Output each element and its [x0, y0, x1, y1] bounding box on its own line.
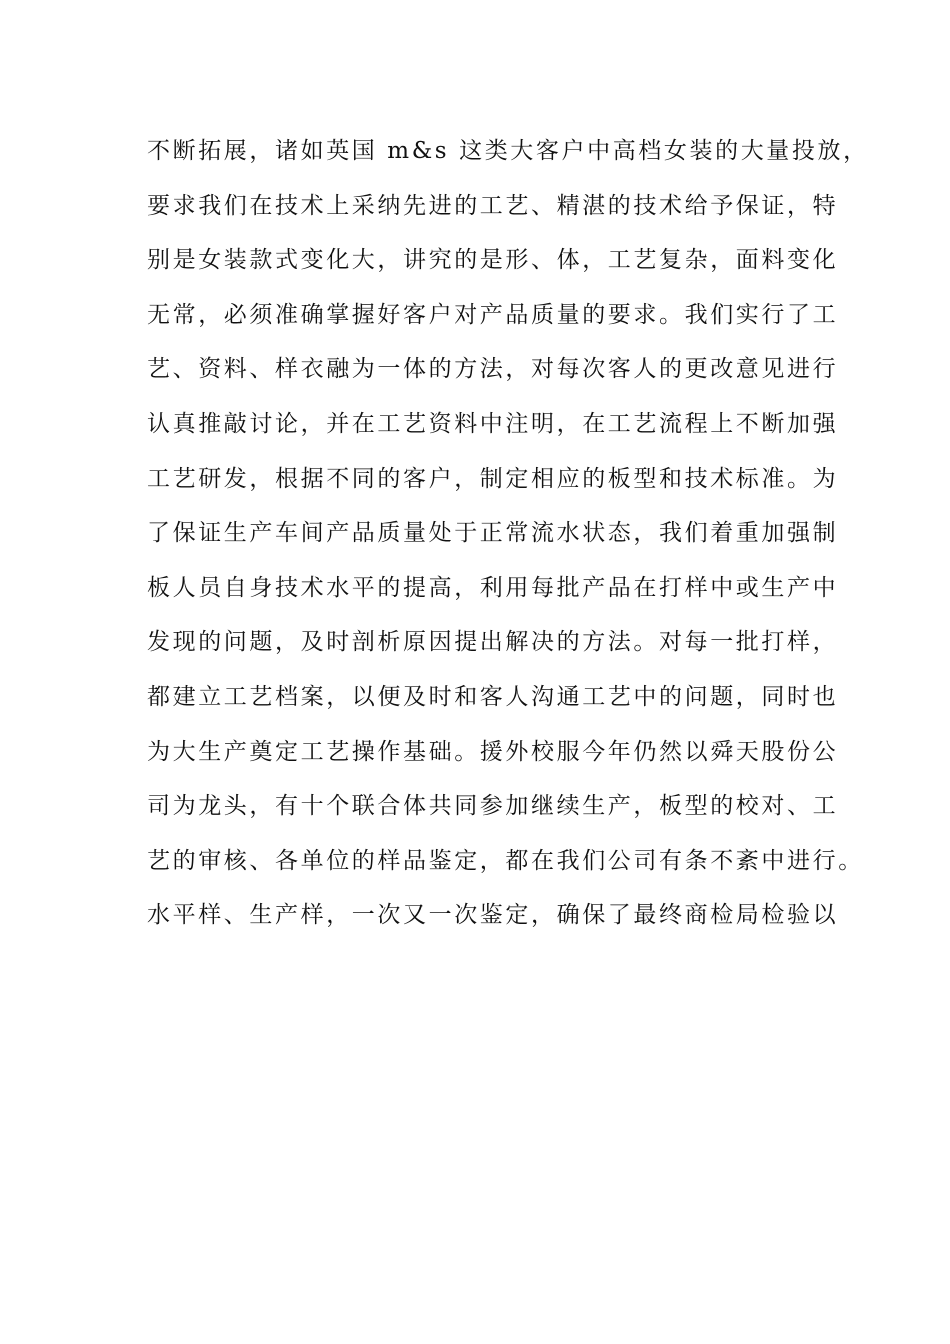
- text-line: 工艺研发，根据不同的客户，制定相应的板型和技术标准。为: [147, 465, 839, 492]
- text-line: 发现的问题，及时剖析原因提出解决的方法。对每一批打样，: [147, 629, 839, 656]
- text-line: 板人员自身技术水平的提高，利用每批产品在打样中或生产中: [147, 574, 839, 601]
- text-line: 为大生产奠定工艺操作基础。援外校服今年仍然以舜天股份公: [147, 738, 839, 765]
- text-line: 都建立工艺档案，以便及时和客人沟通工艺中的问题，同时也: [147, 683, 839, 710]
- text-line: 无常，必须准确掌握好客户对产品质量的要求。我们实行了工: [147, 301, 839, 328]
- text-line: 不断拓展，诸如英国 m&s 这类大客户中高档女装的大量投放，: [147, 138, 869, 164]
- text-line: 认真推敲讨论，并在工艺资料中注明，在工艺流程上不断加强: [147, 410, 839, 437]
- text-line: 要求我们在技术上采纳先进的工艺、精湛的技术给予保证，特: [147, 192, 839, 219]
- text-line: 艺的审核、各单位的样品鉴定，都在我们公司有条不紊中进行。: [147, 847, 864, 874]
- text-line: 艺、资料、样衣融为一体的方法，对每次客人的更改意见进行: [147, 356, 839, 383]
- text-line: 司为龙头，有十个联合体共同参加继续生产，板型的校对、工: [147, 793, 839, 820]
- text-line: 别是女装款式变化大，讲究的是形、体，工艺复杂，面料变化: [147, 247, 839, 274]
- text-line: 了保证生产车间产品质量处于正常流水状态，我们着重加强制: [147, 520, 839, 547]
- body-text: [147, 124, 869, 943]
- text-line: 水平样、生产样，一次又一次鉴定，确保了最终商检局检验以: [147, 902, 839, 929]
